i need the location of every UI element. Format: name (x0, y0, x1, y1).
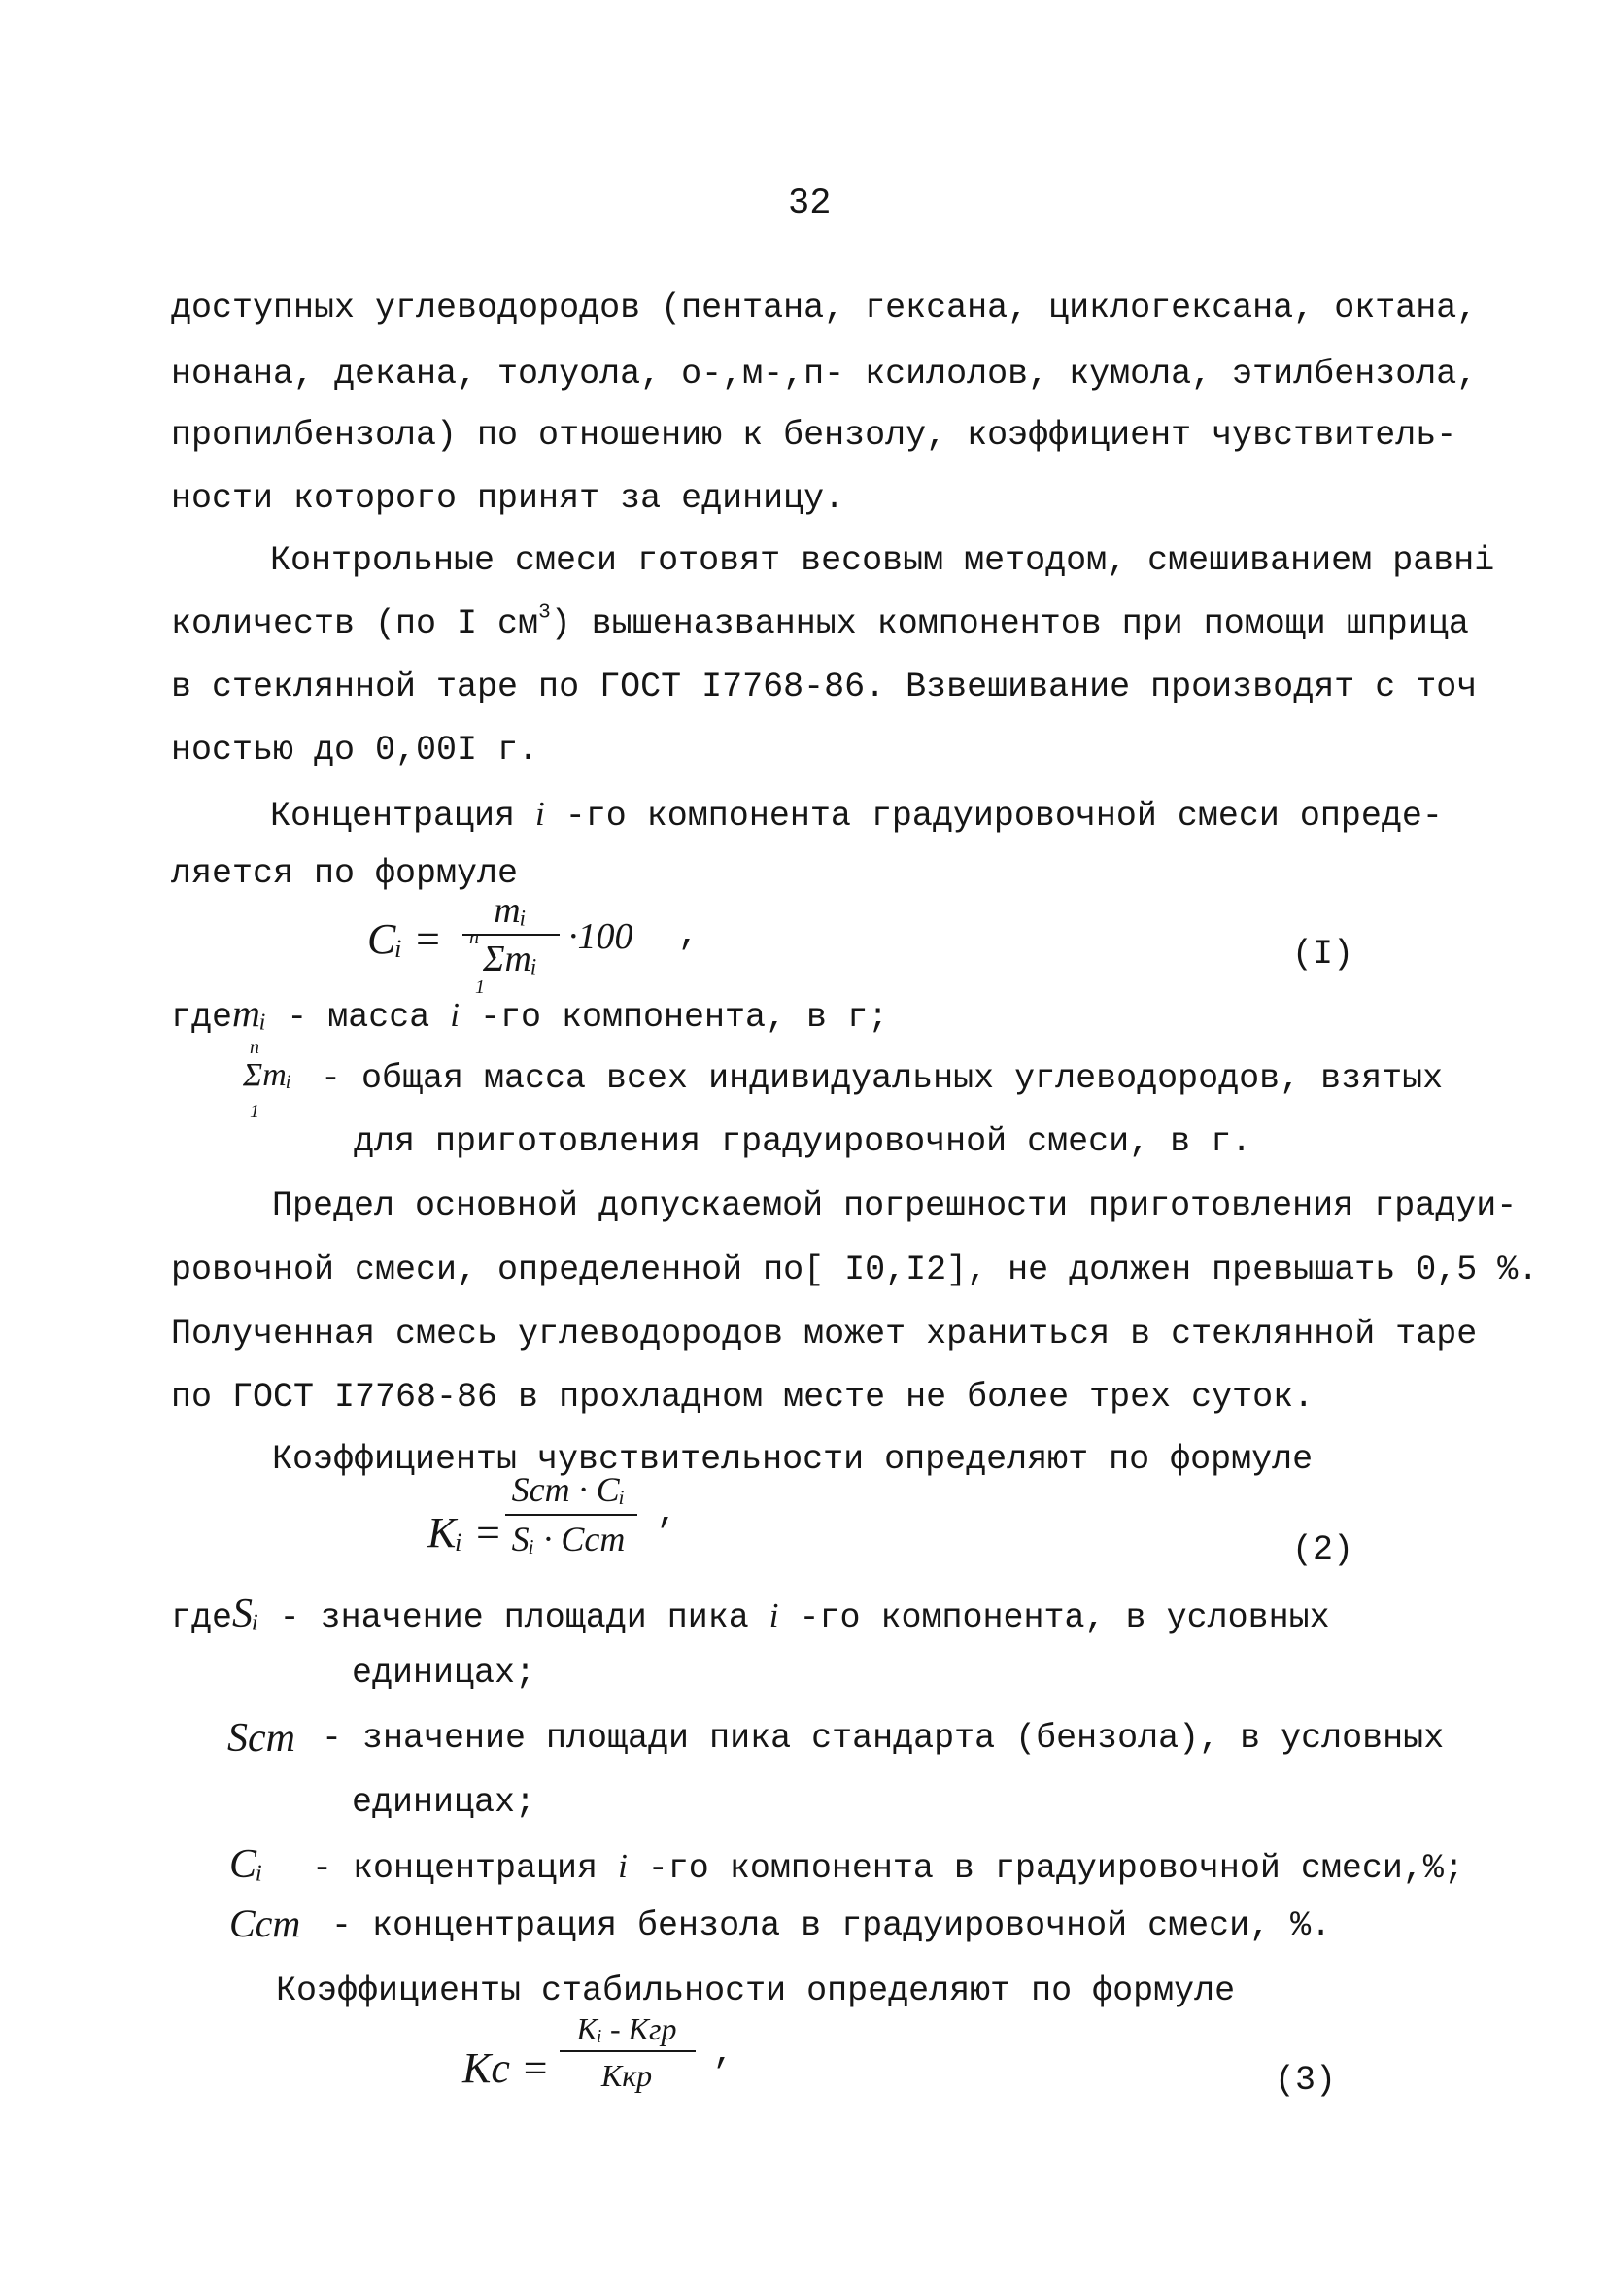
defs1-text1: -го компонента, в г; (460, 998, 889, 1037)
para4-line4: по ГОСТ I7768-86 в прохладном месте не более трех суток. (171, 1378, 1315, 1417)
defs1-index-i: i (450, 996, 460, 1034)
defs2-symbol-ci: Cᵢ (229, 1842, 263, 1887)
page-number: 32 (788, 184, 832, 224)
defs1-sum-bottom: 1 (250, 1101, 259, 1122)
formula1-numerator: mᵢ (494, 890, 527, 931)
defs2-item1-cont: единицах; (352, 1654, 536, 1693)
defs2-item2: - значение площади пика стандарта (бензола), в условных (301, 1719, 1445, 1758)
formula3-number: (3) (1275, 2061, 1337, 2100)
para5-line1: Коэффициенты чувствительности определяют по формуле (272, 1440, 1314, 1479)
defs2-symbol-sst: Sст (227, 1716, 295, 1761)
para2-line4: ностью до 0,00I г. (171, 731, 539, 770)
para3-line1-a: Концентрация (270, 797, 536, 836)
para2-line2-a: количеств (по I см (171, 604, 539, 643)
defs2-symbol-si: Sᵢ (232, 1592, 259, 1636)
defs2-item1-text: - значение площади пика (258, 1598, 769, 1637)
para1-line3: пропилбензола) по отношению к бензолу, коэффициент чувствитель- (171, 416, 1457, 455)
defs2-where: где (171, 1598, 233, 1637)
formula3-denominator: Kкр (600, 2058, 653, 2093)
para1-line2: нонана, декана, толуола, о-,м-,п- ксилолов, кумола, этилбензола, (171, 355, 1478, 394)
formula3-numerator: Kᵢ - Kгр (576, 2011, 677, 2046)
para3-index-i: i (535, 795, 545, 833)
formula2-lhs: Kᵢ = (427, 1509, 502, 1557)
para2-line2-b: ) вышеназванных компонентов при помощи шприца (550, 604, 1469, 643)
para4-line2: ровочной смеси, определенной по[ I0,I2], не должен превышать 0,5 %. (171, 1251, 1539, 1289)
formula2-numerator: Sст · Cᵢ (511, 1470, 626, 1509)
para4-line3: Полученная смесь углеводородов может храниться в стеклянной таре (171, 1315, 1478, 1354)
para2-line1: Контрольные смеси готовят весовым методом, смешиванием равнi (270, 541, 1495, 580)
para3-line1 (270, 797, 1443, 834)
defs2-item4: - концентрация бензола в градуировочной смеси, %. (311, 1906, 1332, 1945)
formula2-number: (2) (1292, 1530, 1354, 1569)
para1-line4: ности которого принят за единицу. (171, 479, 845, 518)
formula1-number: (I) (1292, 935, 1354, 974)
formula3-lhs: Kс = (462, 2044, 550, 2092)
defs2-item2-cont: единицах; (352, 1783, 536, 1822)
defs1-item2: - общая масса всех индивидуальных углеводородов, взятых (321, 1059, 1444, 1098)
defs1-dash: - масса (266, 998, 451, 1037)
para4-line1: Предел основной допускаемой погрешности приготовления градуи- (272, 1186, 1518, 1225)
formula1-sum-top: n (469, 927, 479, 948)
formula2-fraction-bar (505, 1514, 637, 1516)
defs1-item2-cont: для приготовления градуировочной смеси, в г. (354, 1122, 1252, 1161)
para2-line2 (171, 601, 1469, 643)
defs1-where: где (171, 998, 233, 1037)
formula3-comma: , (713, 2034, 735, 2073)
para1-line1: доступных углеводородов (пентана, гексана, циклогексана, октана, (171, 289, 1478, 327)
defs2-item3-text2: -го компонента в градуировочной смеси,%; (627, 1849, 1464, 1888)
para2-line2-sup: 3 (538, 601, 551, 625)
formula1-comma: , (678, 915, 700, 954)
defs2-item1-index-i: i (769, 1596, 779, 1634)
defs2-item3 (291, 1849, 1464, 1886)
para3-line1-b: -го компонента градуировочной смеси опреде- (544, 797, 1443, 836)
formula2-denominator: Sᵢ · Cст (511, 1520, 626, 1559)
formula1-denominator: Σmᵢ (482, 939, 538, 979)
defs2-item3-text: - концентрация (291, 1849, 619, 1888)
para3-line2: ляется по формуле (171, 854, 519, 893)
defs1-sum-symbol: Σmᵢ (243, 1057, 292, 1093)
defs1-item1 (171, 991, 889, 1037)
formula2-comma: , (657, 1493, 678, 1532)
formula1-factor: ·100 (568, 916, 633, 957)
defs1-symbol-m: mᵢ (232, 991, 267, 1035)
defs1-sum-top: n (250, 1037, 259, 1058)
defs2-item1 (171, 1593, 1330, 1635)
para6-line1: Коэффициенты стабильности определяют по формуле (276, 1971, 1236, 2010)
defs2-symbol-cst: Cст (229, 1902, 301, 1945)
defs2-item1-text2: -го компонента, в условных (778, 1598, 1330, 1637)
formula1-lhs: Cᵢ = (367, 915, 442, 963)
defs2-item3-index-i: i (618, 1847, 628, 1885)
formula1-sum-bottom: 1 (475, 977, 485, 998)
formula3-fraction-bar (560, 2050, 696, 2052)
para2-line3: в стеклянной таре по ГОСТ I7768-86. Взвешивание производят с точ (171, 668, 1478, 706)
